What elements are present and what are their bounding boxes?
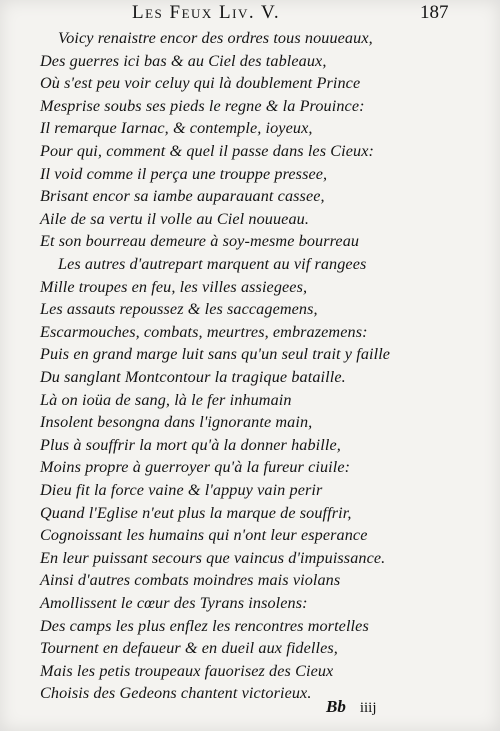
verse-line: Les autres d'autrepart marquent au vif rangees	[58, 255, 367, 273]
verse-line: Mille troupes en feu, les villes assiegees,	[40, 277, 308, 296]
verse-line: Cognoissant les humains qui n'ont leur esperance	[40, 526, 368, 545]
verse-line: Brisant encor sa iambe auparauant cassee,	[40, 187, 325, 206]
verse-line: Mesprise soubs ses pieds le regne & la Prouince:	[40, 96, 365, 115]
verse-line: Puis en grand marge luit sans qu'un seul trait y faille	[40, 345, 391, 364]
verse-line: Amollissent le cœur des Tyrans insolens:	[40, 594, 308, 612]
verse-line: Tournent en defaueur & en dueil aux fidelles,	[40, 639, 338, 658]
verse-line: Des camps les plus enflez les rencontres mortelles	[40, 616, 369, 635]
verse-line: Et son bourreau demeure à soy-mesme bourreau	[40, 232, 360, 251]
verse-line: Moins propre à guerroyer qu'à la fureur ciuile:	[40, 458, 351, 477]
verse-line: Là on ioüa de sang, là le fer inhumain	[40, 390, 292, 409]
signature-mark	[326, 696, 377, 719]
verse-line: Insolent besongna dans l'ignorante main,	[40, 413, 313, 432]
verse-line: Il remarque Iarnac, & contemple, ioyeux,	[40, 119, 313, 138]
verse-line: Où s'est peu voir celuy qui là doublement Prince	[40, 74, 361, 93]
verse-line: Voicy renaistre encor des ordres tous nouueaux,	[58, 29, 373, 47]
verse-line: Aile de sa vertu il volle au Ciel nouueau.	[40, 209, 309, 228]
verse-line: Du sanglant Montcontour la tragique bataille.	[40, 368, 346, 386]
verse-line: Escarmouches, combats, meurtres, embrazemens:	[40, 322, 368, 341]
signature-letters: Bb	[326, 697, 346, 716]
verse-line: Choisis des Gedeons chantent victorieux.	[40, 684, 312, 703]
verse-line: En leur puissant secours que vaincus d'impuissance.	[40, 548, 386, 567]
verse-line: Des guerres ici bas & au Ciel des tableaux,	[40, 51, 327, 70]
verse-line: Quand l'Eglise n'eut plus la marque de souffrir,	[40, 503, 352, 522]
verse-line: Les assauts repoussez & les saccagemens,	[40, 300, 318, 319]
page-footer	[0, 696, 500, 720]
signature-number: iiij	[359, 700, 377, 716]
page-number: 187	[420, 2, 449, 23]
verse-line: Dieu fit la force vaine & l'appuy vain perir	[40, 481, 323, 499]
verse-line: Pour qui, comment & quel il passe dans les Cieux:	[40, 142, 375, 160]
verse-line: Ainsi d'autres combats moindres mais violans	[40, 571, 341, 590]
running-head	[0, 2, 500, 26]
verse-line: Plus à souffrir la mort qu'à la donner habille,	[40, 435, 341, 454]
verse-line: Il void comme il perça une trouppe pressee,	[40, 164, 328, 183]
verse-line: Mais les petis troupeaux fauorisez des Cieux	[40, 661, 334, 680]
running-title: Les Feux Liv. V.	[132, 2, 281, 23]
